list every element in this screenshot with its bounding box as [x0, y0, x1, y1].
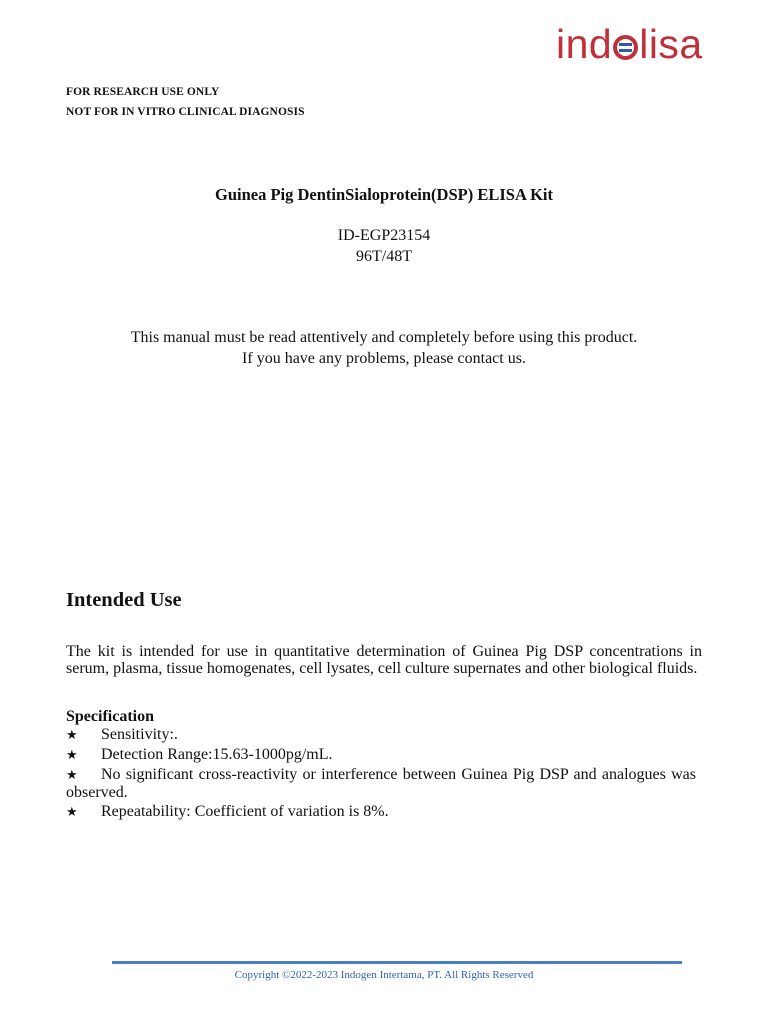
spec-text: No significant cross-reactivity or interference between Guinea Pig DSP and analogues was observed. [66, 766, 696, 801]
not-for-diagnosis-label: NOT FOR IN VITRO CLINICAL DIAGNOSIS [66, 106, 305, 118]
indolisa-logo [556, 22, 703, 66]
contact-notice: If you have any problems, please contact us. [242, 350, 526, 367]
spec-item-repeatability [66, 803, 696, 821]
kit-size: 96T/48T [356, 248, 412, 265]
spec-item-sensitivity [66, 726, 696, 744]
research-use-only-label: FOR RESEARCH USE ONLY [66, 86, 220, 98]
footer-divider [112, 961, 682, 964]
catalog-number: ID-EGP23154 [337, 227, 431, 244]
manual-notice: This manual must be read attentively and completely before using this product. [130, 329, 638, 346]
spec-item-cross-reactivity [66, 766, 696, 801]
specification-list [66, 726, 696, 823]
logo-o-icon [613, 35, 638, 60]
star-bullet-icon: ★ [66, 748, 78, 763]
copyright-notice: Copyright ©2022-2023 Indogen Intertama, PT. All Rights Reserved [234, 969, 534, 981]
spec-item-detection-range [66, 746, 696, 764]
spec-text: Detection Range:15.63-1000pg/mL. [101, 746, 333, 763]
specification-heading: Specification [66, 708, 154, 725]
logo-text-left: ind [556, 21, 613, 67]
intended-use-paragraph: The kit is intended for use in quantitative determination of Guinea Pig DSP concentrations in serum, plasma, tissue homogenates, cell lysates, cell culture supernates and other biological fluids. [66, 643, 702, 677]
star-bullet-icon: ★ [66, 768, 78, 783]
product-title: Guinea Pig DentinSialoprotein(DSP) ELISA Kit [215, 185, 553, 204]
logo-text-right: lisa [639, 21, 703, 67]
star-bullet-icon: ★ [66, 805, 78, 820]
intended-use-heading: Intended Use [66, 589, 182, 611]
star-bullet-icon: ★ [66, 728, 78, 743]
spec-text: Repeatability: Coefficient of variation is 8%. [101, 803, 389, 820]
spec-text: Sensitivity:. [101, 726, 178, 743]
